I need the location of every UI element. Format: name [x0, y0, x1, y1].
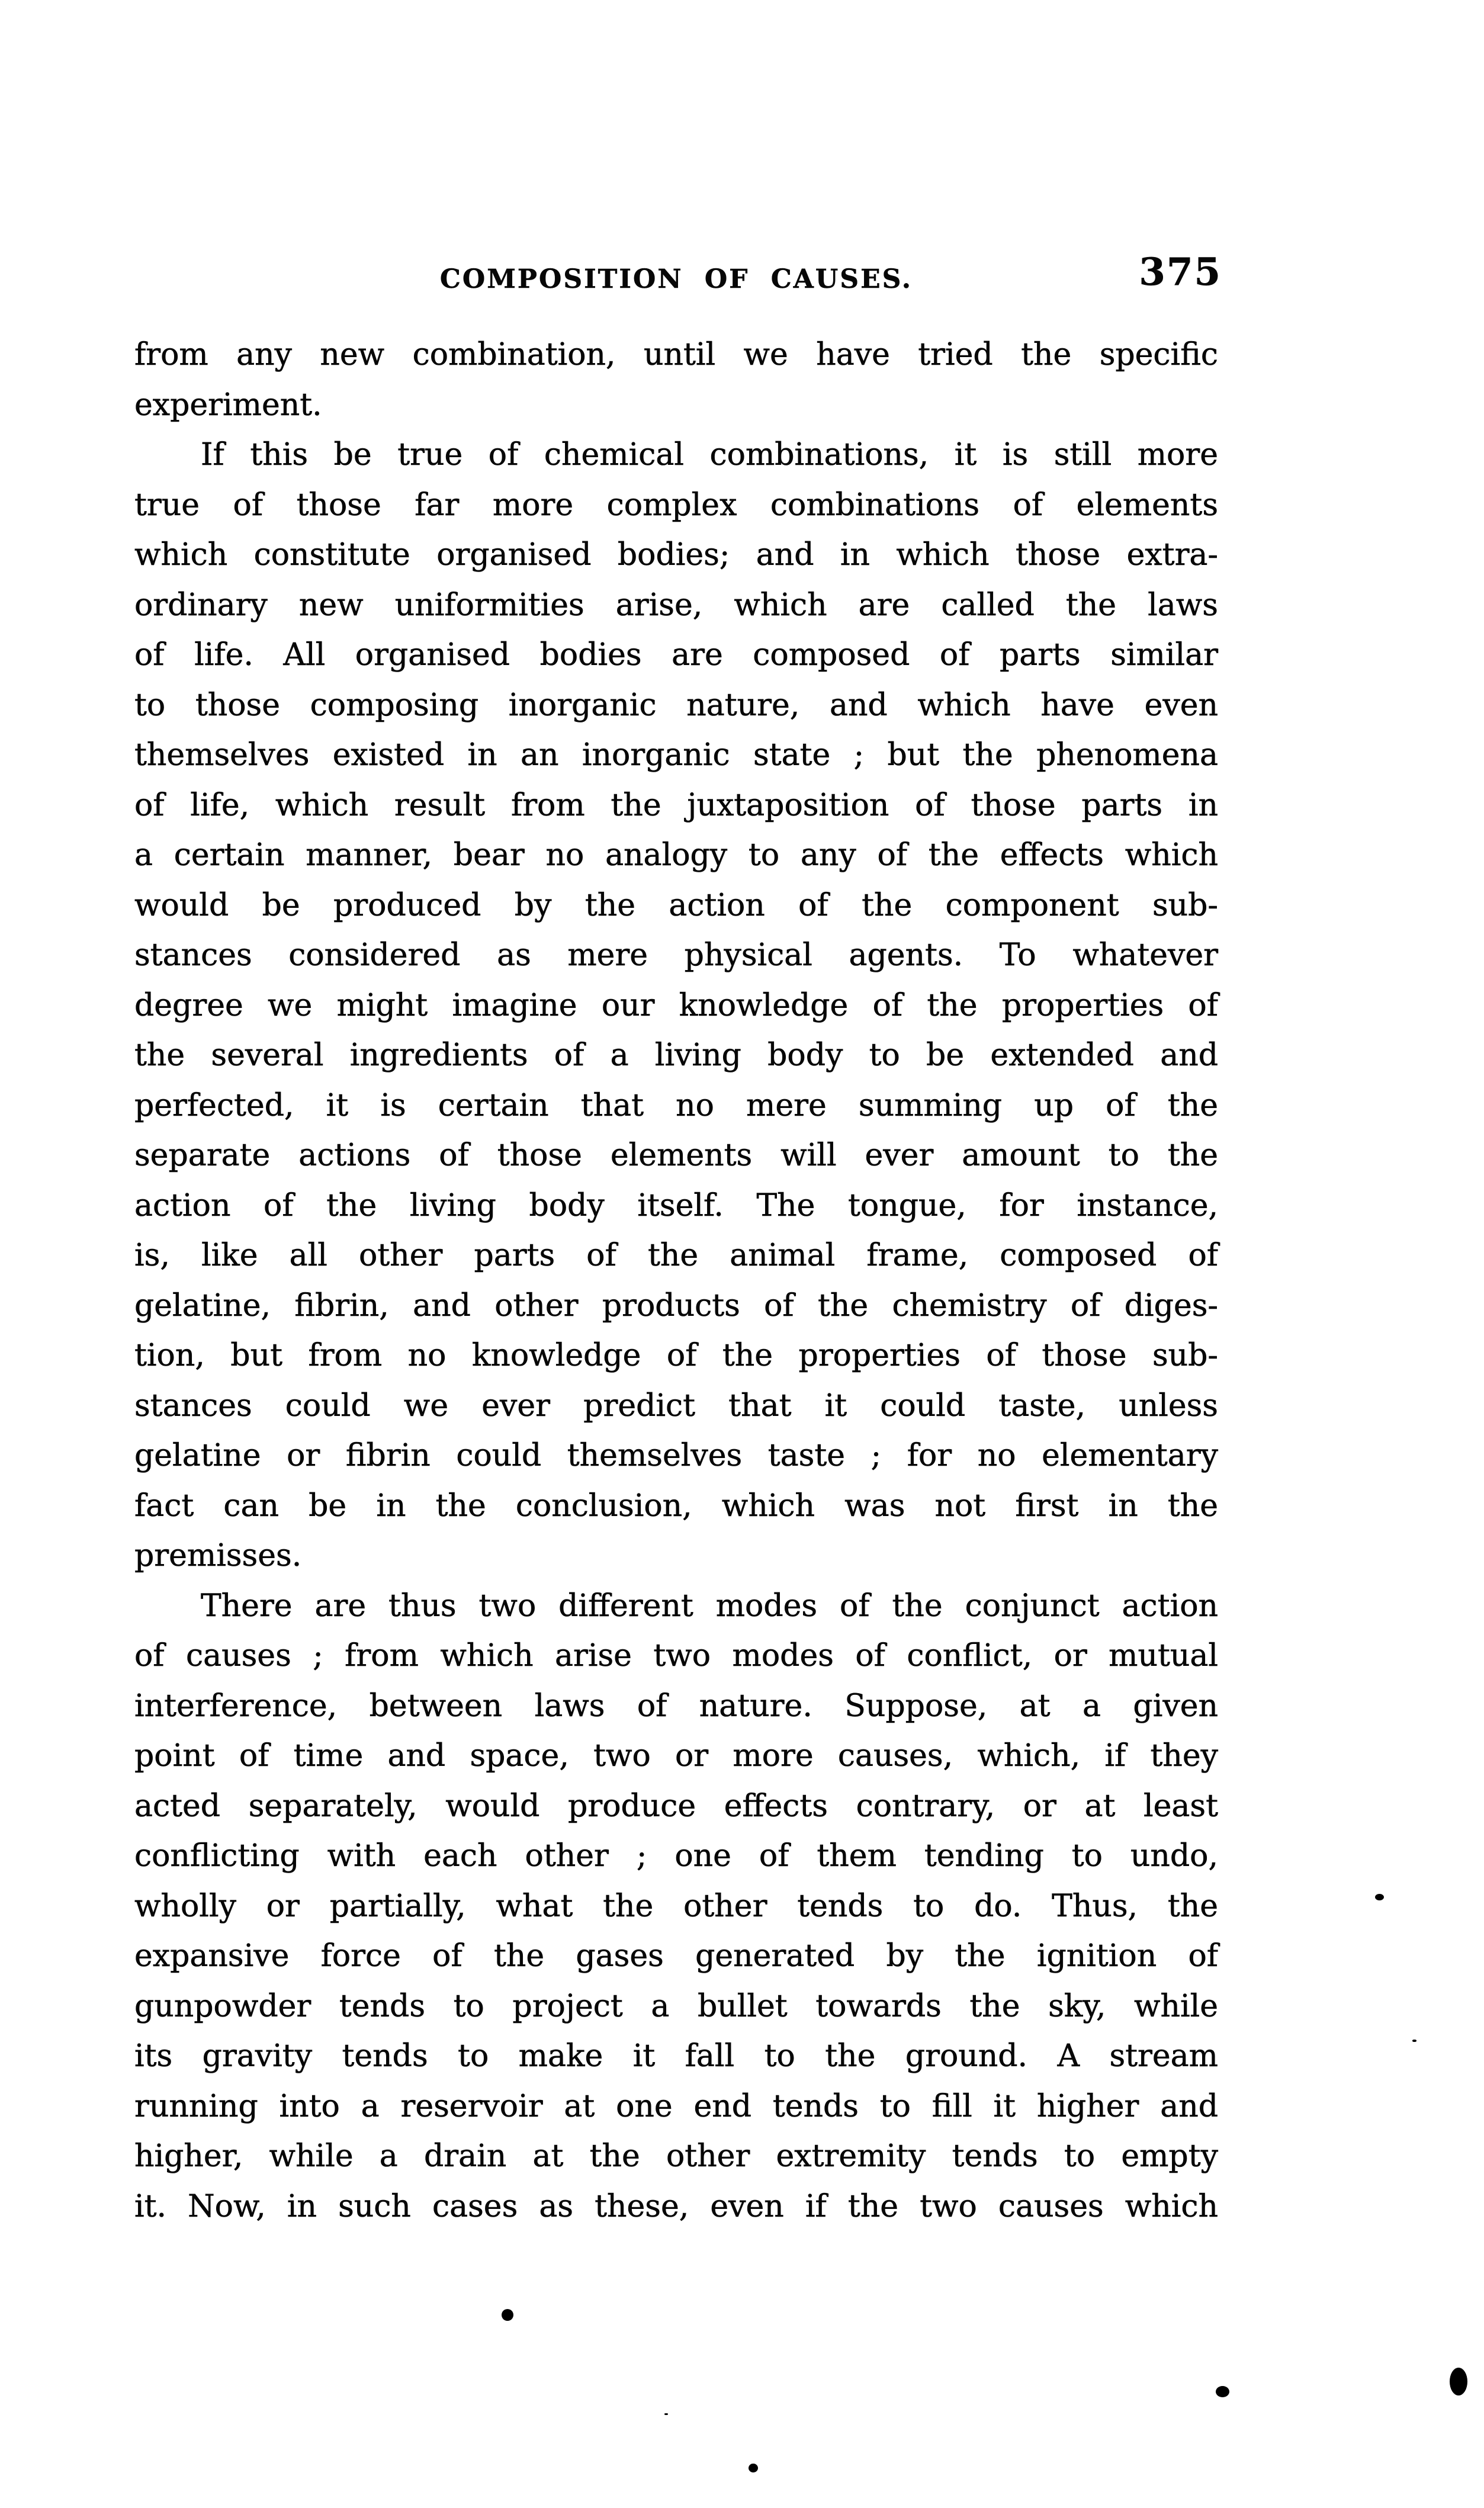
text-line: a certain manner, bear no analogy to any of the effects which	[134, 837, 1218, 873]
paragraph	[134, 1581, 1218, 2232]
ink-speck	[664, 2413, 668, 2415]
text-line: would be produced by the action of the component sub-	[134, 887, 1218, 923]
text-line: running into a reservoir at one end tends to fill it higher and	[134, 2088, 1218, 2124]
text-line: expansive force of the gases generated by the ignition of	[134, 1938, 1218, 1974]
text-line: point of time and space, two or more causes, which, if they	[134, 1738, 1218, 1774]
text-line: gunpowder tends to project a bullet towards the sky, while	[134, 1988, 1218, 2024]
text-line: themselves existed in an inorganic state ; but the phenomena	[134, 737, 1218, 773]
text-line: of life, which result from the juxtaposition of those parts in	[134, 787, 1218, 823]
text-line: from any new combination, until we have tried the specific	[134, 337, 1218, 372]
text-line: fact can be in the conclusion, which was not first in the	[134, 1488, 1218, 1524]
text-line: experiment.	[134, 387, 322, 423]
text-line: action of the living body itself. The tongue, for instance,	[134, 1187, 1218, 1224]
ink-speck	[502, 2309, 513, 2321]
text-line: it. Now, in such cases as these, even if the two causes which	[134, 2188, 1218, 2224]
page-header	[134, 250, 1222, 300]
text-line: gelatine, fibrin, and other products of the chemistry of diges-	[134, 1287, 1218, 1324]
text-line: degree we might imagine our knowledge of the properties of	[134, 987, 1218, 1023]
text-line: conflicting with each other ; one of them tending to undo,	[134, 1838, 1218, 1874]
text-line: of causes ; from which arise two modes of conflict, or mutual	[134, 1638, 1218, 1674]
text-line: There are thus two different modes of the conjunct action	[201, 1588, 1218, 1624]
paragraph	[134, 430, 1218, 1581]
text-line: wholly or partially, what the other tends to do. Thus, the	[134, 1888, 1218, 1924]
page-number: 375	[1139, 250, 1222, 294]
text-line: to those composing inorganic nature, and which have even	[134, 687, 1218, 723]
text-line: which constitute organised bodies; and in which those extra-	[134, 537, 1218, 573]
ink-speck	[1412, 2040, 1416, 2042]
text-line: perfected, it is certain that no mere summing up of the	[134, 1087, 1218, 1123]
text-line: tion, but from no knowledge of the properties of those sub-	[134, 1338, 1218, 1373]
text-line: ordinary new uniformities arise, which are called the laws	[134, 587, 1218, 623]
text-line: acted separately, would produce effects contrary, or at least	[134, 1788, 1218, 1824]
text-line: of life. All organised bodies are composed of parts similar	[134, 637, 1218, 673]
ink-speck	[1216, 2386, 1229, 2397]
text-line: higher, while a drain at the other extremity tends to empty	[134, 2138, 1218, 2174]
ink-speck	[749, 2464, 758, 2472]
ink-speck	[1450, 2368, 1467, 2395]
text-line: If this be true of chemical combinations, it is still more	[201, 437, 1218, 473]
text-line: premisses.	[134, 1538, 302, 1573]
ink-speck	[1375, 1894, 1384, 1900]
text-line: the several ingredients of a living body to be extended and	[134, 1038, 1218, 1073]
paragraph	[134, 330, 1218, 430]
text-line: is, like all other parts of the animal frame, composed of	[134, 1238, 1218, 1273]
text-line: its gravity tends to make it fall to the ground. A stream	[134, 2038, 1218, 2074]
text-line: gelatine or fibrin could themselves taste ; for no elementary	[134, 1438, 1218, 1473]
text-line: interference, between laws of nature. Suppose, at a given	[134, 1688, 1218, 1724]
text-line: stances could we ever predict that it could taste, unless	[134, 1388, 1218, 1424]
text-line: true of those far more complex combinations of elements	[134, 487, 1218, 523]
running-title: COMPOSITION OF CAUSES.	[439, 264, 913, 294]
body-text	[134, 330, 1218, 2231]
text-line: stances considered as mere physical agents. To whatever	[134, 937, 1218, 973]
text-line: separate actions of those elements will ever amount to the	[134, 1138, 1218, 1173]
